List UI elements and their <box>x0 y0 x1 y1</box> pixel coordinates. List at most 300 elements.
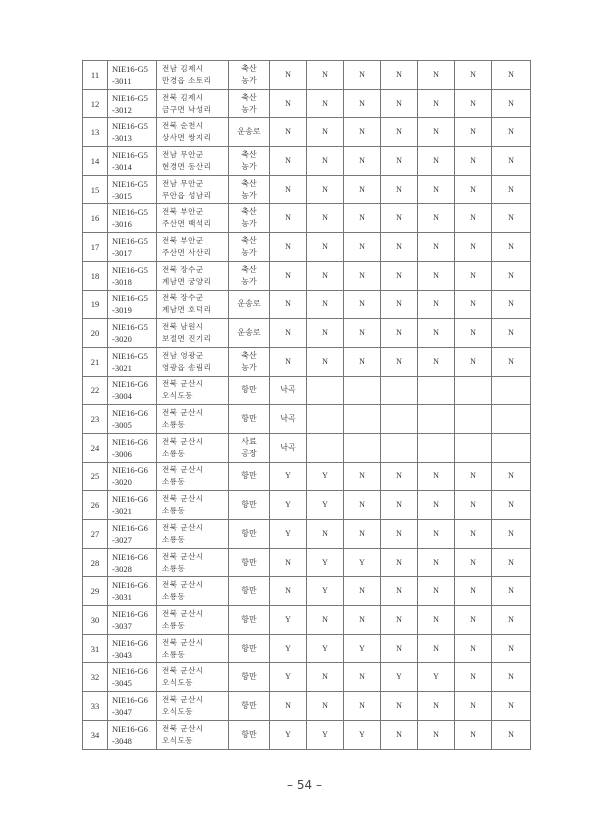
sample-id-prefix: NIE16-G5 <box>112 264 148 275</box>
result-cell: N <box>344 204 381 233</box>
table-row <box>83 147 531 176</box>
sample-id-suffix: -3045 <box>112 678 132 689</box>
sample-id-prefix: NIE16-G6 <box>112 379 148 390</box>
result-cell: N <box>492 261 531 290</box>
row-number-cell: 15 <box>83 175 108 204</box>
result-cell: N <box>455 491 492 520</box>
result-cell: Y <box>307 462 344 491</box>
result-cell: N <box>492 347 531 376</box>
result-cell: 낙곡 <box>270 405 307 434</box>
sample-id-cell <box>108 663 157 692</box>
site-type-line-2: 농가 <box>241 161 257 171</box>
location-cell <box>157 491 229 520</box>
site-type-line-1: 축산 <box>241 207 257 217</box>
result-cell: N <box>492 462 531 491</box>
sample-id-cell <box>108 577 157 606</box>
result-cell: N <box>344 61 381 90</box>
table-row <box>83 261 531 290</box>
sample-id-cell <box>108 204 157 233</box>
result-cell: N <box>418 491 455 520</box>
result-cell: Y <box>307 634 344 663</box>
location-cell <box>157 147 229 176</box>
sample-id-cell <box>108 89 157 118</box>
row-number-cell: 32 <box>83 663 108 692</box>
sample-id-prefix: NIE16-G5 <box>112 149 148 160</box>
location-cell <box>157 606 229 635</box>
site-type-line-1: 축산 <box>241 149 257 159</box>
sample-id-prefix: NIE16-G5 <box>112 322 148 333</box>
location-line-1: 전북 군산시 <box>162 408 204 418</box>
site-type-cell <box>229 61 270 90</box>
site-type-line-1: 항만 <box>241 385 257 395</box>
result-cell: N <box>455 233 492 262</box>
location-line-2: 현경면 동산리 <box>162 161 212 171</box>
row-number-cell: 14 <box>83 147 108 176</box>
row-number-cell: 24 <box>83 433 108 462</box>
site-type-cell <box>229 233 270 262</box>
result-cell: N <box>381 692 418 721</box>
result-cell: N <box>307 347 344 376</box>
location-line-2: 무안읍 성남리 <box>162 190 212 200</box>
sample-id-prefix: NIE16-G6 <box>112 637 148 648</box>
table-row <box>83 433 531 462</box>
location-line-1: 전북 군산시 <box>162 522 204 532</box>
location-cell <box>157 319 229 348</box>
site-type-cell <box>229 634 270 663</box>
location-line-1: 전북 남원시 <box>162 322 204 332</box>
site-type-line-1: 항만 <box>241 729 257 739</box>
result-cell: N <box>418 89 455 118</box>
result-cell: Y <box>270 606 307 635</box>
site-type-line-1: 항만 <box>241 672 257 682</box>
result-cell: N <box>381 491 418 520</box>
table-row <box>83 577 531 606</box>
site-type-cell <box>229 261 270 290</box>
table-row <box>83 491 531 520</box>
sample-table <box>82 60 531 750</box>
location-line-1: 전북 장수군 <box>162 293 204 303</box>
location-line-1: 전북 군산시 <box>162 637 204 647</box>
location-line-1: 전북 군산시 <box>162 694 204 704</box>
result-cell: Y <box>270 491 307 520</box>
sample-id-cell <box>108 720 157 749</box>
result-cell: N <box>455 634 492 663</box>
result-cell: N <box>418 261 455 290</box>
sample-id-cell <box>108 118 157 147</box>
result-cell: N <box>492 233 531 262</box>
row-number-cell: 25 <box>83 462 108 491</box>
result-cell: Y <box>270 462 307 491</box>
result-cell: N <box>418 692 455 721</box>
sample-id-prefix: NIE16-G5 <box>112 293 148 304</box>
sample-id-cell <box>108 233 157 262</box>
result-cell: N <box>455 319 492 348</box>
sample-id-suffix: -3048 <box>112 735 132 746</box>
result-cell: N <box>418 347 455 376</box>
result-cell: N <box>381 118 418 147</box>
result-cell: N <box>307 261 344 290</box>
result-cell <box>492 405 531 434</box>
sample-id-suffix: -3021 <box>112 362 132 373</box>
result-cell: N <box>344 175 381 204</box>
result-cell: N <box>455 204 492 233</box>
location-line-2: 금구면 낙성리 <box>162 104 212 114</box>
sample-id-suffix: -3015 <box>112 190 132 201</box>
sample-id-suffix: -3006 <box>112 448 132 459</box>
result-cell: Y <box>418 663 455 692</box>
result-cell: 낙곡 <box>270 376 307 405</box>
result-cell: N <box>307 233 344 262</box>
result-cell: N <box>455 175 492 204</box>
sample-id-prefix: NIE16-G6 <box>112 408 148 419</box>
result-cell: N <box>418 175 455 204</box>
result-cell: N <box>455 147 492 176</box>
sample-id-suffix: -3014 <box>112 161 132 172</box>
sample-id-suffix: -3021 <box>112 506 132 517</box>
result-cell <box>344 433 381 462</box>
result-cell: N <box>455 61 492 90</box>
site-type-cell <box>229 147 270 176</box>
sample-id-suffix: -3018 <box>112 276 132 287</box>
result-cell <box>418 433 455 462</box>
location-line-1: 전북 군산시 <box>162 608 204 618</box>
site-type-line-1: 축산 <box>241 178 257 188</box>
result-cell: N <box>492 520 531 549</box>
result-cell: N <box>307 290 344 319</box>
result-cell <box>381 405 418 434</box>
result-cell: Y <box>307 548 344 577</box>
result-cell: N <box>455 261 492 290</box>
result-cell: N <box>270 577 307 606</box>
sample-id-prefix: NIE16-G5 <box>112 207 148 218</box>
site-type-line-1: 항만 <box>241 700 257 710</box>
result-cell: N <box>270 692 307 721</box>
result-cell: N <box>492 118 531 147</box>
sample-id-cell <box>108 433 157 462</box>
result-cell: N <box>344 118 381 147</box>
site-type-line-1: 항만 <box>241 557 257 567</box>
location-line-1: 전북 순천시 <box>162 121 204 131</box>
location-line-1: 전북 김제시 <box>162 92 204 102</box>
sample-id-cell <box>108 520 157 549</box>
result-cell: N <box>381 261 418 290</box>
table-row <box>83 663 531 692</box>
result-cell: N <box>492 175 531 204</box>
result-cell: N <box>344 663 381 692</box>
result-cell: N <box>381 89 418 118</box>
location-cell <box>157 462 229 491</box>
table-row <box>83 692 531 721</box>
table-row <box>83 175 531 204</box>
result-cell: N <box>455 118 492 147</box>
result-cell: N <box>455 548 492 577</box>
result-cell: Y <box>344 634 381 663</box>
result-cell: N <box>307 118 344 147</box>
site-type-line-1: 항만 <box>241 614 257 624</box>
sample-id-prefix: NIE16-G5 <box>112 235 148 246</box>
site-type-line-1: 항만 <box>241 643 257 653</box>
site-type-cell <box>229 548 270 577</box>
location-line-1: 전북 군산시 <box>162 666 204 676</box>
result-cell: N <box>344 491 381 520</box>
site-type-line-1: 항만 <box>241 471 257 481</box>
result-cell: N <box>492 577 531 606</box>
result-cell: N <box>418 233 455 262</box>
result-cell: Y <box>344 548 381 577</box>
site-type-line-1: 축산 <box>241 235 257 245</box>
site-type-line-1: 사료 <box>241 436 257 446</box>
site-type-cell <box>229 433 270 462</box>
sample-id-cell <box>108 261 157 290</box>
location-line-2: 소룡동 <box>162 563 186 573</box>
sample-id-cell <box>108 548 157 577</box>
sample-id-suffix: -3020 <box>112 334 132 345</box>
site-type-cell <box>229 720 270 749</box>
result-cell: N <box>492 491 531 520</box>
location-line-2: 오식도동 <box>162 391 193 401</box>
site-type-line-1: 운송로 <box>237 127 261 137</box>
result-cell: N <box>270 347 307 376</box>
result-cell: N <box>455 89 492 118</box>
location-line-1: 전남 영광군 <box>162 350 204 360</box>
table-body <box>83 61 531 750</box>
site-type-cell <box>229 462 270 491</box>
result-cell: N <box>307 147 344 176</box>
location-line-1: 전북 군산시 <box>162 465 204 475</box>
result-cell: N <box>270 233 307 262</box>
sample-id-cell <box>108 347 157 376</box>
table-row <box>83 319 531 348</box>
result-cell: N <box>455 462 492 491</box>
sample-id-prefix: NIE16-G5 <box>112 121 148 132</box>
result-cell: N <box>492 290 531 319</box>
site-type-line-2: 농가 <box>241 276 257 286</box>
site-type-line-1: 축산 <box>241 92 257 102</box>
row-number-cell: 31 <box>83 634 108 663</box>
location-line-2: 만경읍 소토리 <box>162 75 212 85</box>
sample-id-suffix: -3031 <box>112 592 132 603</box>
result-cell: Y <box>270 720 307 749</box>
table-row <box>83 233 531 262</box>
result-cell: N <box>381 233 418 262</box>
result-cell: N <box>307 319 344 348</box>
site-type-cell <box>229 89 270 118</box>
site-type-cell <box>229 376 270 405</box>
sample-id-cell <box>108 376 157 405</box>
location-line-1: 전남 무안군 <box>162 178 204 188</box>
result-cell: N <box>270 175 307 204</box>
location-cell <box>157 433 229 462</box>
row-number-cell: 19 <box>83 290 108 319</box>
result-cell: N <box>344 606 381 635</box>
sample-id-prefix: NIE16-G6 <box>112 494 148 505</box>
result-cell: N <box>492 692 531 721</box>
location-line-1: 전북 군산시 <box>162 551 204 561</box>
sample-id-prefix: NIE16-G6 <box>112 723 148 734</box>
site-type-line-1: 항만 <box>241 528 257 538</box>
result-cell: N <box>307 175 344 204</box>
result-cell: N <box>492 89 531 118</box>
location-line-2: 소룡동 <box>162 506 186 516</box>
result-cell: Y <box>344 720 381 749</box>
result-cell <box>381 433 418 462</box>
sample-id-suffix: -3037 <box>112 620 132 631</box>
result-cell: N <box>492 606 531 635</box>
row-number-cell: 23 <box>83 405 108 434</box>
result-cell: N <box>418 118 455 147</box>
sample-id-prefix: NIE16-G5 <box>112 63 148 74</box>
result-cell <box>455 376 492 405</box>
result-cell: N <box>307 204 344 233</box>
sample-id-cell <box>108 491 157 520</box>
location-cell <box>157 261 229 290</box>
sample-id-prefix: NIE16-G6 <box>112 580 148 591</box>
location-line-1: 전북 부안군 <box>162 207 204 217</box>
row-number-cell: 29 <box>83 577 108 606</box>
site-type-line-2: 농가 <box>241 75 257 85</box>
result-cell: N <box>270 290 307 319</box>
site-type-line-2: 공장 <box>241 448 257 458</box>
table-row <box>83 462 531 491</box>
site-type-cell <box>229 577 270 606</box>
site-type-cell <box>229 405 270 434</box>
sample-id-prefix: NIE16-G5 <box>112 350 148 361</box>
site-type-cell <box>229 663 270 692</box>
table-row <box>83 634 531 663</box>
location-line-2: 주산면 사산리 <box>162 247 212 257</box>
result-cell: Y <box>381 663 418 692</box>
result-cell <box>455 405 492 434</box>
sample-id-suffix: -3012 <box>112 104 132 115</box>
site-type-line-2: 농가 <box>241 219 257 229</box>
location-cell <box>157 175 229 204</box>
result-cell <box>307 376 344 405</box>
result-cell: N <box>270 204 307 233</box>
site-type-cell <box>229 520 270 549</box>
site-type-cell <box>229 692 270 721</box>
location-cell <box>157 548 229 577</box>
result-cell: N <box>381 61 418 90</box>
table-row <box>83 89 531 118</box>
sample-id-cell <box>108 175 157 204</box>
result-cell: N <box>381 347 418 376</box>
result-cell: N <box>344 347 381 376</box>
result-cell: N <box>418 520 455 549</box>
table-row <box>83 520 531 549</box>
row-number-cell: 20 <box>83 319 108 348</box>
sample-id-cell <box>108 405 157 434</box>
result-cell <box>381 376 418 405</box>
result-cell: N <box>307 606 344 635</box>
location-line-1: 전북 장수군 <box>162 264 204 274</box>
table-row <box>83 720 531 749</box>
location-cell <box>157 634 229 663</box>
sample-id-prefix: NIE16-G5 <box>112 92 148 103</box>
sample-id-prefix: NIE16-G6 <box>112 608 148 619</box>
sample-id-cell <box>108 290 157 319</box>
result-cell: Y <box>307 491 344 520</box>
result-cell: N <box>418 720 455 749</box>
result-cell: N <box>270 147 307 176</box>
table-row <box>83 405 531 434</box>
sample-id-cell <box>108 606 157 635</box>
location-line-2: 소룡동 <box>162 477 186 487</box>
location-cell <box>157 61 229 90</box>
sample-id-prefix: NIE16-G6 <box>112 436 148 447</box>
site-type-cell <box>229 204 270 233</box>
result-cell: Y <box>270 520 307 549</box>
location-line-1: 전북 군산시 <box>162 379 204 389</box>
result-cell: Y <box>307 720 344 749</box>
result-cell: N <box>455 606 492 635</box>
sample-id-suffix: -3005 <box>112 420 132 431</box>
table-row <box>83 376 531 405</box>
result-cell: N <box>492 720 531 749</box>
result-cell: N <box>307 520 344 549</box>
location-line-1: 전북 군산시 <box>162 494 204 504</box>
site-type-line-2: 농가 <box>241 247 257 257</box>
table-row <box>83 548 531 577</box>
location-cell <box>157 376 229 405</box>
site-type-cell <box>229 175 270 204</box>
result-cell: N <box>418 606 455 635</box>
site-type-cell <box>229 290 270 319</box>
location-line-1: 전북 군산시 <box>162 436 204 446</box>
site-type-line-1: 축산 <box>241 350 257 360</box>
sample-id-prefix: NIE16-G6 <box>112 465 148 476</box>
sample-id-prefix: NIE16-G6 <box>112 666 148 677</box>
result-cell: N <box>492 634 531 663</box>
location-cell <box>157 520 229 549</box>
location-cell <box>157 204 229 233</box>
result-cell <box>455 433 492 462</box>
row-number-cell: 26 <box>83 491 108 520</box>
sample-id-suffix: -3016 <box>112 219 132 230</box>
sample-id-suffix: -3020 <box>112 477 132 488</box>
result-cell <box>307 433 344 462</box>
location-cell <box>157 577 229 606</box>
result-cell: N <box>344 147 381 176</box>
result-cell: N <box>381 462 418 491</box>
location-cell <box>157 692 229 721</box>
location-line-2: 오식도동 <box>162 678 193 688</box>
location-line-1: 전북 군산시 <box>162 723 204 733</box>
result-cell <box>418 405 455 434</box>
location-line-2: 상사면 쌍지리 <box>162 133 212 143</box>
result-cell: N <box>381 204 418 233</box>
row-number-cell: 22 <box>83 376 108 405</box>
site-type-line-2: 농가 <box>241 362 257 372</box>
sample-id-prefix: NIE16-G6 <box>112 551 148 562</box>
location-line-2: 소룡동 <box>162 620 186 630</box>
result-cell: N <box>418 61 455 90</box>
site-type-cell <box>229 347 270 376</box>
location-line-2: 보절면 진기리 <box>162 334 212 344</box>
result-cell: N <box>270 548 307 577</box>
sample-id-cell <box>108 319 157 348</box>
row-number-cell: 12 <box>83 89 108 118</box>
result-cell: N <box>344 462 381 491</box>
sample-id-suffix: -3019 <box>112 305 132 316</box>
location-line-2: 소룡동 <box>162 649 186 659</box>
result-cell <box>344 405 381 434</box>
result-cell: N <box>344 520 381 549</box>
location-cell <box>157 290 229 319</box>
result-cell <box>492 433 531 462</box>
result-cell: N <box>455 520 492 549</box>
row-number-cell: 28 <box>83 548 108 577</box>
result-cell: N <box>492 61 531 90</box>
